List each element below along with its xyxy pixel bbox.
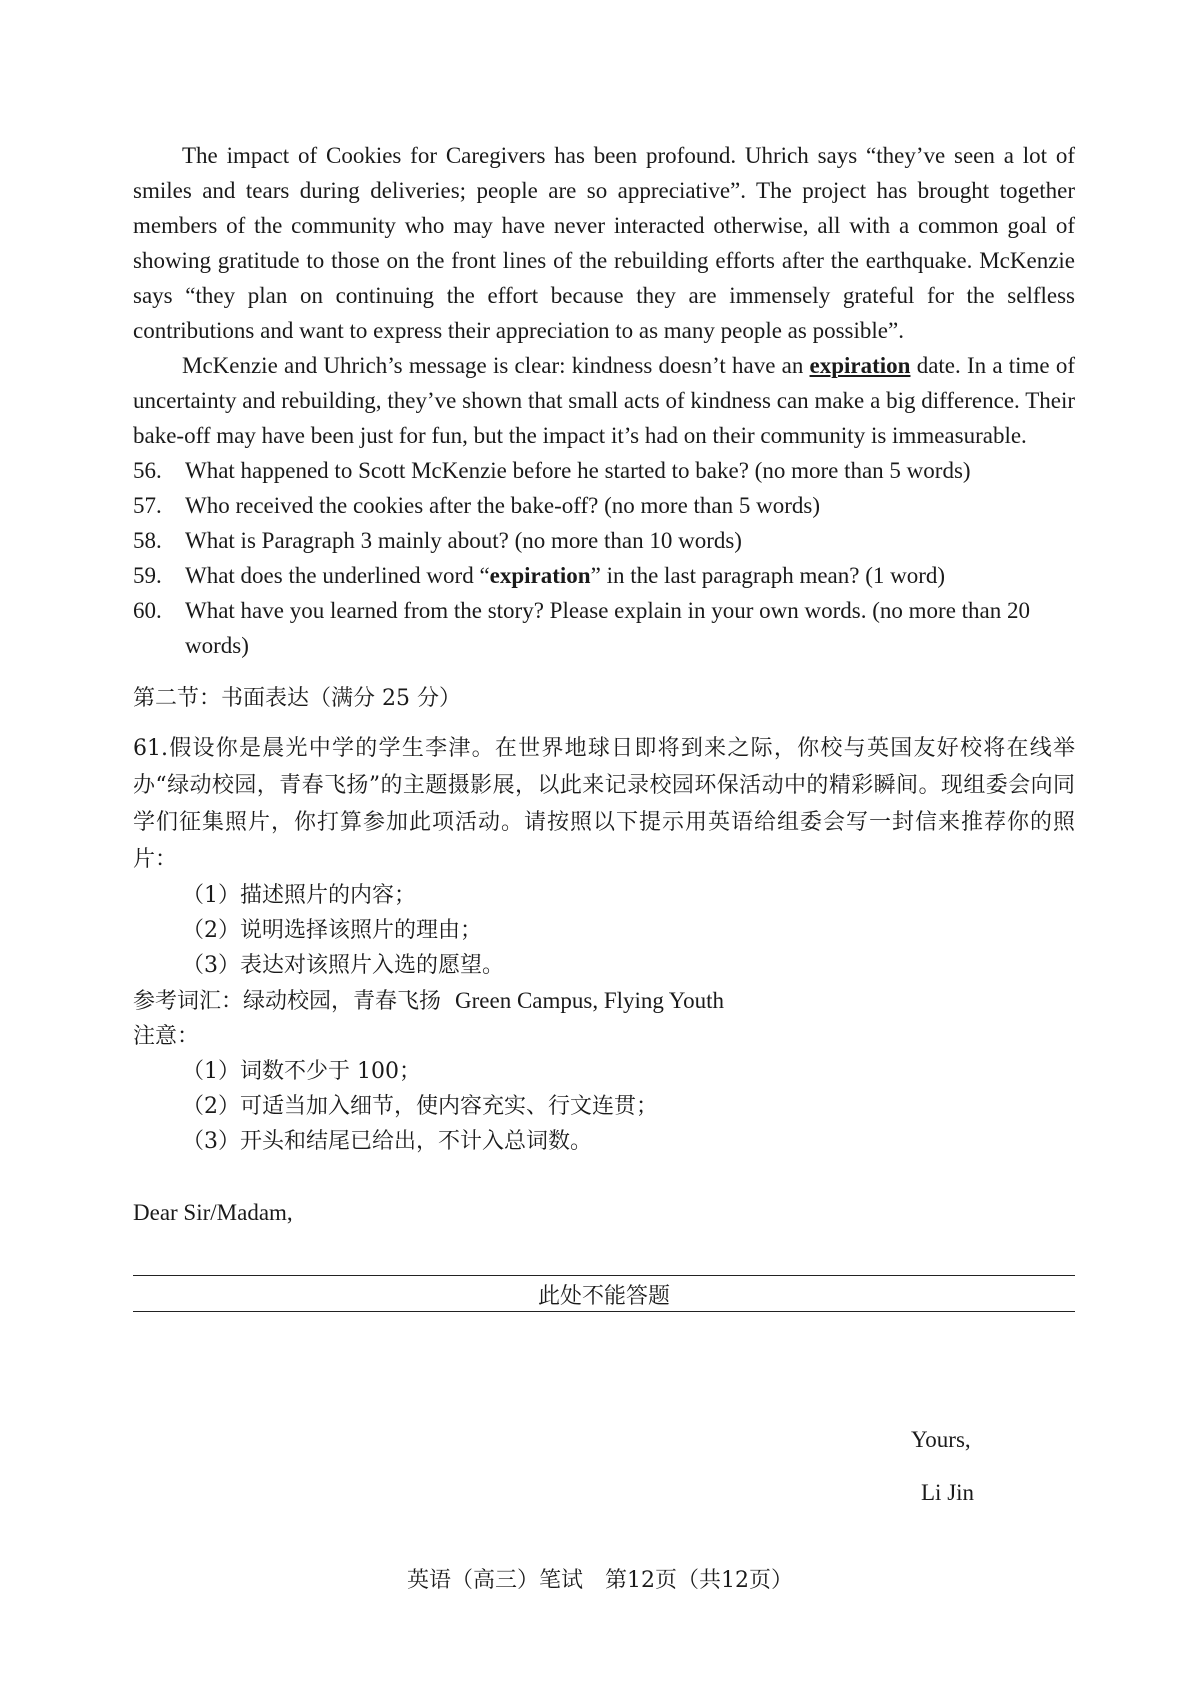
question-number: 59. [133, 563, 162, 588]
question-56 [133, 453, 1075, 488]
task-number: 61. [133, 736, 168, 761]
passage-paragraph-1: The impact of Cookies for Caregivers has been profound. Uhrich says “they’ve seen a lot of smiles and tears during deliveries; people are so appreciative”. The project has brought together members of the community who may have never interacted otherwise, all with a common goal of showing gratitude to those on the front lines of the rebuilding efforts after the earthquake. McKenzie says “they plan on continuing the effort because they are immensely grateful for the selfless contributions and want to express their appreciation to as many people as possible”. [133, 143, 1075, 343]
question-59 [133, 558, 1075, 593]
answer-line-1[interactable] [133, 1240, 1075, 1276]
note-2: （2）可适当加入细节，使内容充实、行文连贯； [182, 1094, 658, 1119]
question-59-before: What does the underlined word “ [185, 563, 490, 588]
letter-signature: Li Jin [921, 1480, 975, 1505]
task-point-3: （3）表达对该照片入选的愿望。 [182, 953, 504, 978]
question-text: What have you learned from the story? Please explain in your own words. (no more than 20 words) [185, 598, 1031, 658]
question-60 [133, 593, 1075, 663]
question-number: 56. [133, 458, 162, 483]
passage-keyword-expiration: expiration [809, 353, 911, 378]
vocab-label: 参考词汇：绿动校园，青春飞扬 [133, 989, 442, 1014]
question-number: 57. [133, 493, 162, 518]
question-text [185, 558, 1075, 593]
no-answer-note: 此处不能答题 [537, 1284, 670, 1309]
passage-p2-before: McKenzie and Uhrich’s message is clear: kindness doesn’t have an [182, 353, 810, 378]
question-59-keyword: expiration [489, 563, 591, 588]
question-58 [133, 523, 1075, 558]
question-text: What happened to Scott McKenzie before he started to bake? (no more than 5 words) [185, 458, 971, 483]
letter-greeting: Dear Sir/Madam, [133, 1200, 293, 1225]
page-content [133, 138, 1075, 1312]
task-text: 假设你是晨光中学的学生李津。在世界地球日即将到来之际，你校与英国友好校将在线举办“绿动校园，青春飞扬”的主题摄影展，以此来记录校园环保活动中的精彩瞬间。现组委会向同学们征集照片，你打算参加此项活动。请按照以下提示用英语给组委会写一封信来推荐你的照片： [133, 736, 1075, 872]
question-57 [133, 488, 1075, 523]
task-point-1: （1）描述照片的内容； [182, 883, 416, 908]
notes-label: 注意： [133, 1024, 200, 1049]
page-footer: 英语（高三）笔试 第12页（共12页） [407, 1568, 793, 1593]
reference-vocabulary [133, 983, 1075, 1019]
answer-line-2[interactable] [133, 1276, 1075, 1312]
note-1: （1）词数不少于 100； [182, 1059, 421, 1084]
question-59-after: ” in the last paragraph mean? (1 word) [590, 563, 946, 588]
passage-paragraph-2 [133, 348, 1075, 453]
question-text: What is Paragraph 3 mainly about? (no more than 10 words) [185, 528, 742, 553]
task-point-2: （2）说明选择该照片的理由； [182, 918, 482, 943]
vocab-english: Green Campus, Flying Youth [455, 988, 725, 1013]
question-number: 60. [133, 598, 162, 623]
note-3: （3）开头和结尾已给出，不计入总词数。 [182, 1129, 592, 1154]
passage-p2-after: date. In a time of uncertainty and rebuilding, they’ve shown that small acts of kindness can make a big difference. Their bake-off may have been just for fun, but the impact it’s had on their community is immeasurable. [133, 353, 1075, 448]
letter-closing: Yours, [911, 1427, 971, 1452]
question-text: Who received the cookies after the bake-off? (no more than 5 words) [185, 493, 821, 518]
question-number: 58. [133, 528, 162, 553]
question-list [133, 453, 1075, 663]
section-title: 第二节：书面表达（满分 25 分） [133, 686, 461, 711]
writing-task [133, 730, 1075, 878]
